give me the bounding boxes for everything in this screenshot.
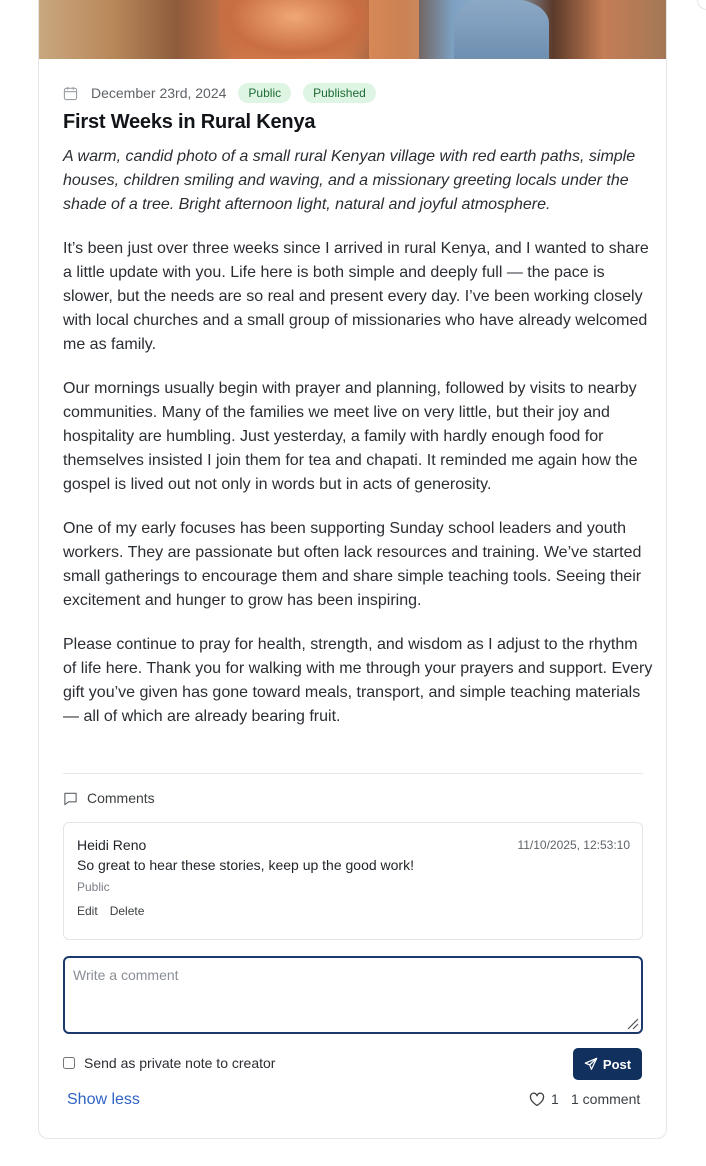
post-card [38,0,667,1139]
edit-comment-button[interactable]: Edit [77,904,98,918]
show-less-link[interactable]: Show less [67,1091,140,1108]
post-meta [63,82,388,104]
post-body [63,237,653,749]
comment-input[interactable] [63,956,643,1034]
comment-timestamp: 11/10/2025, 12:53:10 [517,838,630,852]
visibility-badge: Public [238,83,291,103]
post-comment-button[interactable] [573,1048,642,1080]
delete-comment-button[interactable]: Delete [109,904,145,918]
post-title: First Weeks in Rural Kenya [63,111,316,133]
post-paragraph: It’s been just over three weeks since I arrived in rural Kenya, and I wanted to share a little update with you. Life here is both simple and deeply full — the pace is slower, but the needs are so real and present every day. I’ve been working closely with local churches and a small group of missionaries who have already welcomed me as family. [63,240,649,353]
post-button-label: Post [602,1056,632,1072]
image-caption: A warm, candid photo of a small rural Kenyan village with red earth paths, simple houses, children smiling and waving, and a missionary greeting locals under the shade of a tree. Bright afternoon light, natural and joyful atmosphere. [63,148,636,213]
private-note-toggle[interactable] [63,1055,275,1071]
private-note-label: Send as private note to creator [84,1055,276,1071]
section-divider [63,773,643,774]
comment-text: So great to hear these stories, keep up the good work! [77,857,414,873]
post-paragraph: One of my early focuses has been supporting Sunday school leaders and youth workers. They are passionate but often lack resources and training. We’ve started small gatherings to encourage them and share simple teaching tools. Seeing their excitement and hunger to grow has been inspiring. [63,520,642,609]
comment-actions [77,904,144,918]
comment-item [63,822,643,940]
send-icon [584,1057,598,1071]
post-hero-image [39,0,666,59]
comment-visibility: Public [77,880,110,894]
comments-heading: Comments [87,790,155,806]
resize-handle-icon[interactable] [625,1016,639,1030]
post-date: December 23rd, 2024 [91,85,227,101]
floating-action-edge[interactable] [697,0,706,10]
status-badge: Published [303,83,376,103]
comments-header [63,790,155,806]
post-paragraph: Please continue to pray for health, strength, and wisdom as I adjust to the rhythm of life here. Thank you for walking with me through your prayers and support. Every gift you’ve given has gone toward meals, transport, and simple teaching materials — all of which are already bearing fruit. [63,636,653,725]
like-count: 1 [551,1091,559,1107]
comment-bubble-icon [63,791,78,806]
comment-author: Heidi Reno [77,837,147,853]
heart-icon [529,1092,545,1107]
post-paragraph: Our mornings usually begin with prayer and planning, followed by visits to nearby communities. Many of the families we meet live on very little, but their joy and hospitality are humbling. Just yesterday, a family with hardly enough food for themselves insisted I join them for tea and chapati. It reminded me again how the gospel is lived out not only in words but in acts of generosity. [63,380,638,493]
like-button[interactable] [529,1091,559,1107]
comment-count[interactable]: 1 comment [571,1091,641,1107]
calendar-icon [63,86,78,101]
private-note-checkbox[interactable] [63,1057,75,1069]
